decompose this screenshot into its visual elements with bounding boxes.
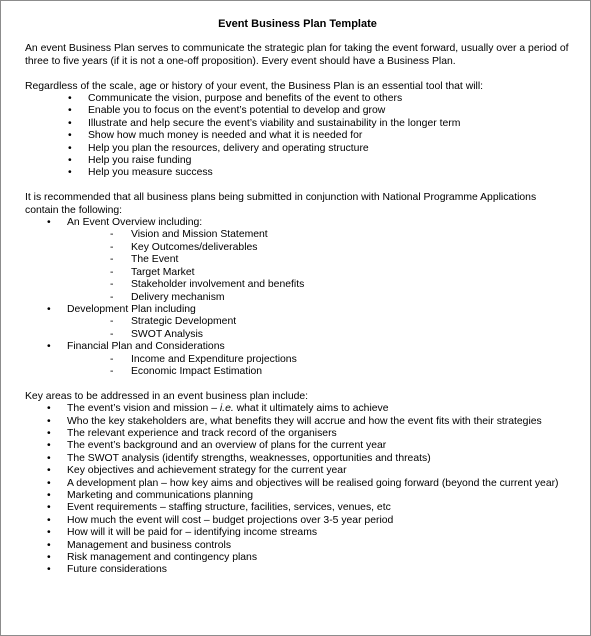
list-item: • The relevant experience and track record of the organisers [25,428,570,440]
list-item: • Help you measure success [25,167,570,179]
key-intro: Key areas to be addressed in an event business plan include: [25,390,309,402]
document-title: Event Business Plan Template [218,18,377,30]
key-item-suffix: what it ultimately aims to achieve [233,403,389,415]
section-label: Financial Plan and Considerations [67,341,225,353]
sub-list [67,354,570,379]
sub-list [67,229,570,303]
section-overview [25,217,570,304]
tool-list [25,93,570,180]
list-item: - Strategic Development [67,316,570,328]
document-page [25,18,570,577]
list-item: - Vision and Mission Statement [67,229,570,241]
list-item: - Income and Expenditure projections [67,354,570,366]
tool-intro: Regardless of the scale, age or history of your event, the Business Plan is an essential tool that will: [25,80,484,92]
list-item: • Enable you to focus on the event’s potential to develop and grow [25,105,570,117]
list-item: • The event’s background and an overview of plans for the current year [25,440,570,452]
list-item: • Key objectives and achievement strategy for the current year [25,465,570,477]
list-item: • Help you plan the resources, delivery and operating structure [25,143,570,155]
sections-list [25,217,570,378]
list-item: • Future considerations [25,564,570,576]
recommend-intro: It is recommended that all business plans being submitted in conjunction with National Programme Applications contain the following: [25,192,537,216]
sub-list [67,316,570,341]
intro-paragraph: An event Business Plan serves to communicate the strategic plan for taking the event forward, usually over a period of three to five years (if it is not a one-off proposition). Every event should have a Business Plan. [25,43,569,67]
spacer [25,68,570,80]
list-item: • How much the event will cost – budget projections over 3-5 year period [25,515,570,527]
spacer [25,378,570,390]
list-item: • How will it will be paid for – identifying income streams [25,527,570,539]
list-item: - Delivery mechanism [67,292,570,304]
key-item-prefix: The event’s vision and mission – [67,403,220,415]
list-item: - Target Market [67,267,570,279]
key-item-ie: i.e. [219,403,234,415]
list-item: - The Event [67,254,570,266]
list-item: - Key Outcomes/deliverables [67,242,570,254]
list-item: • Communicate the vision, purpose and benefits of the event to others [25,93,570,105]
section-development [25,304,570,341]
spacer [25,180,570,192]
list-item: - SWOT Analysis [67,329,570,341]
section-label: Development Plan including [67,303,196,315]
list-item: • Marketing and communications planning [25,490,570,502]
list-item: • Event requirements – staffing structure, facilities, services, venues, etc [25,502,570,514]
list-item: • The SWOT analysis (identify strengths, weaknesses, opportunities and threats) [25,453,570,465]
list-item: - Economic Impact Estimation [67,366,570,378]
section-label: An Event Overview including: [67,217,203,229]
list-item: • Help you raise funding [25,155,570,167]
list-item: • Show how much money is needed and what it is needed for [25,130,570,142]
list-item: • Illustrate and help secure the event’s viability and sustainability in the longer term [25,118,570,130]
key-areas-list [25,403,570,577]
section-financial [25,341,570,378]
list-item: - Stakeholder involvement and benefits [67,279,570,291]
list-item: • Management and business controls [25,540,570,552]
list-item: • Who the key stakeholders are, what benefits they will accrue and how the event fits with their strategies [25,416,570,428]
list-item: • A development plan – how key aims and objectives will be realised going forward (beyond the current year) [25,478,570,490]
list-item: • Risk management and contingency plans [25,552,570,564]
list-item [25,403,570,415]
